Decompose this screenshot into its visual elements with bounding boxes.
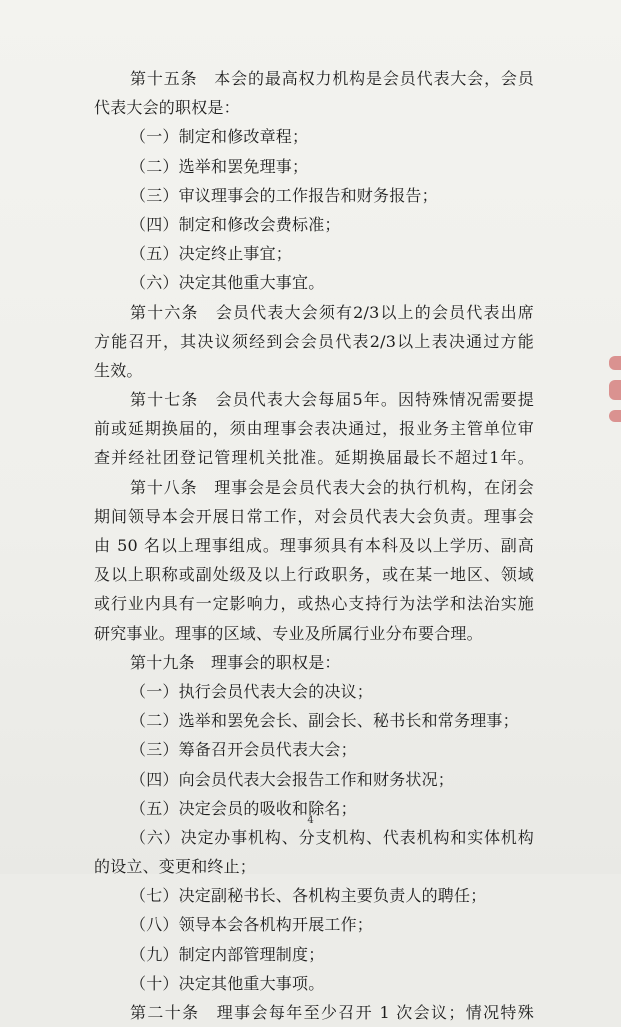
text-line: 前或延期换届的，须由理事会表决通过，报业务主管单位审 [94, 419, 534, 439]
seal-mark [609, 380, 621, 400]
text-line: （十）决定其他重大事项。 [130, 973, 325, 993]
text-line: 第十六条 会员代表大会须有2/3以上的会员代表出席 [130, 302, 534, 322]
text-line: （一）执行会员代表大会的决议； [130, 681, 374, 701]
text-line: （五）决定终止事宜； [130, 244, 293, 264]
text-line: 期间领导本会开展日常工作，对会员代表大会负责。理事会 [94, 506, 534, 526]
text-line: 由 50 名以上理事组成。理事须具有本科及以上学历、副高 [94, 536, 534, 555]
seal-mark [609, 410, 621, 422]
text-line: （一）制定和修改章程； [130, 127, 309, 147]
text-line: 第十五条 本会的最高权力机构是会员代表大会，会员 [130, 69, 534, 88]
page-number: 4 [307, 815, 314, 826]
text-line: 代表大会的职权是： [94, 98, 240, 118]
text-line: 第二十条 理事会每年至少召开 1 次会议；情况特殊 [130, 1003, 534, 1022]
text-line: （七）决定副秘书长、各机构主要负责人的聘任； [130, 886, 487, 906]
text-line: 第十九条 理事会的职权是： [130, 652, 341, 672]
text-line: （五）决定会员的吸收和除名； [130, 798, 357, 818]
text-line: 方能召开，其决议须经到会会员代表2/3以上表决通过方能 [94, 331, 534, 351]
text-line: （九）制定内部管理制度； [130, 944, 325, 964]
text-line: 生效。 [94, 360, 143, 380]
text-line: 的设立、变更和终止； [94, 857, 257, 877]
text-line: 及以上职称或副处级及以上行政职务，或在某一地区、领域 [94, 565, 534, 585]
text-line: 研究事业。理事的区域、专业及所属行业分布要合理。 [94, 623, 483, 643]
text-line: 查并经社团登记管理机关批准。延期换届最长不超过1年。 [94, 448, 534, 468]
document-body [94, 64, 534, 1027]
text-line: （二）选举和罢免会长、副会长、秘书长和常务理事； [130, 711, 519, 731]
seal-mark [609, 356, 621, 370]
text-line: 或行业内具有一定影响力，或热心支持行为法学和法治实施 [94, 594, 534, 614]
text-line: （三）筹备召开会员代表大会； [130, 740, 357, 760]
text-line: （四）制定和修改会费标准； [130, 214, 341, 234]
text-line: 第十八条 理事会是会员代表大会的执行机构，在闭会 [130, 477, 534, 497]
text-line: （八）领导本会各机构开展工作； [130, 915, 374, 935]
text-line: （六）决定其他重大事宜。 [130, 273, 325, 293]
text-line: （二）选举和罢免理事； [130, 156, 309, 176]
text-line: （六）决定办事机构、分支机构、代表机构和实体机构 [130, 827, 534, 847]
text-line: （三）审议理事会的工作报告和财务报告； [130, 185, 438, 205]
text-line: 第十七条 会员代表大会每届5年。因特殊情况需要提 [130, 390, 534, 410]
text-line: （四）向会员代表大会报告工作和财务状况； [130, 769, 455, 789]
